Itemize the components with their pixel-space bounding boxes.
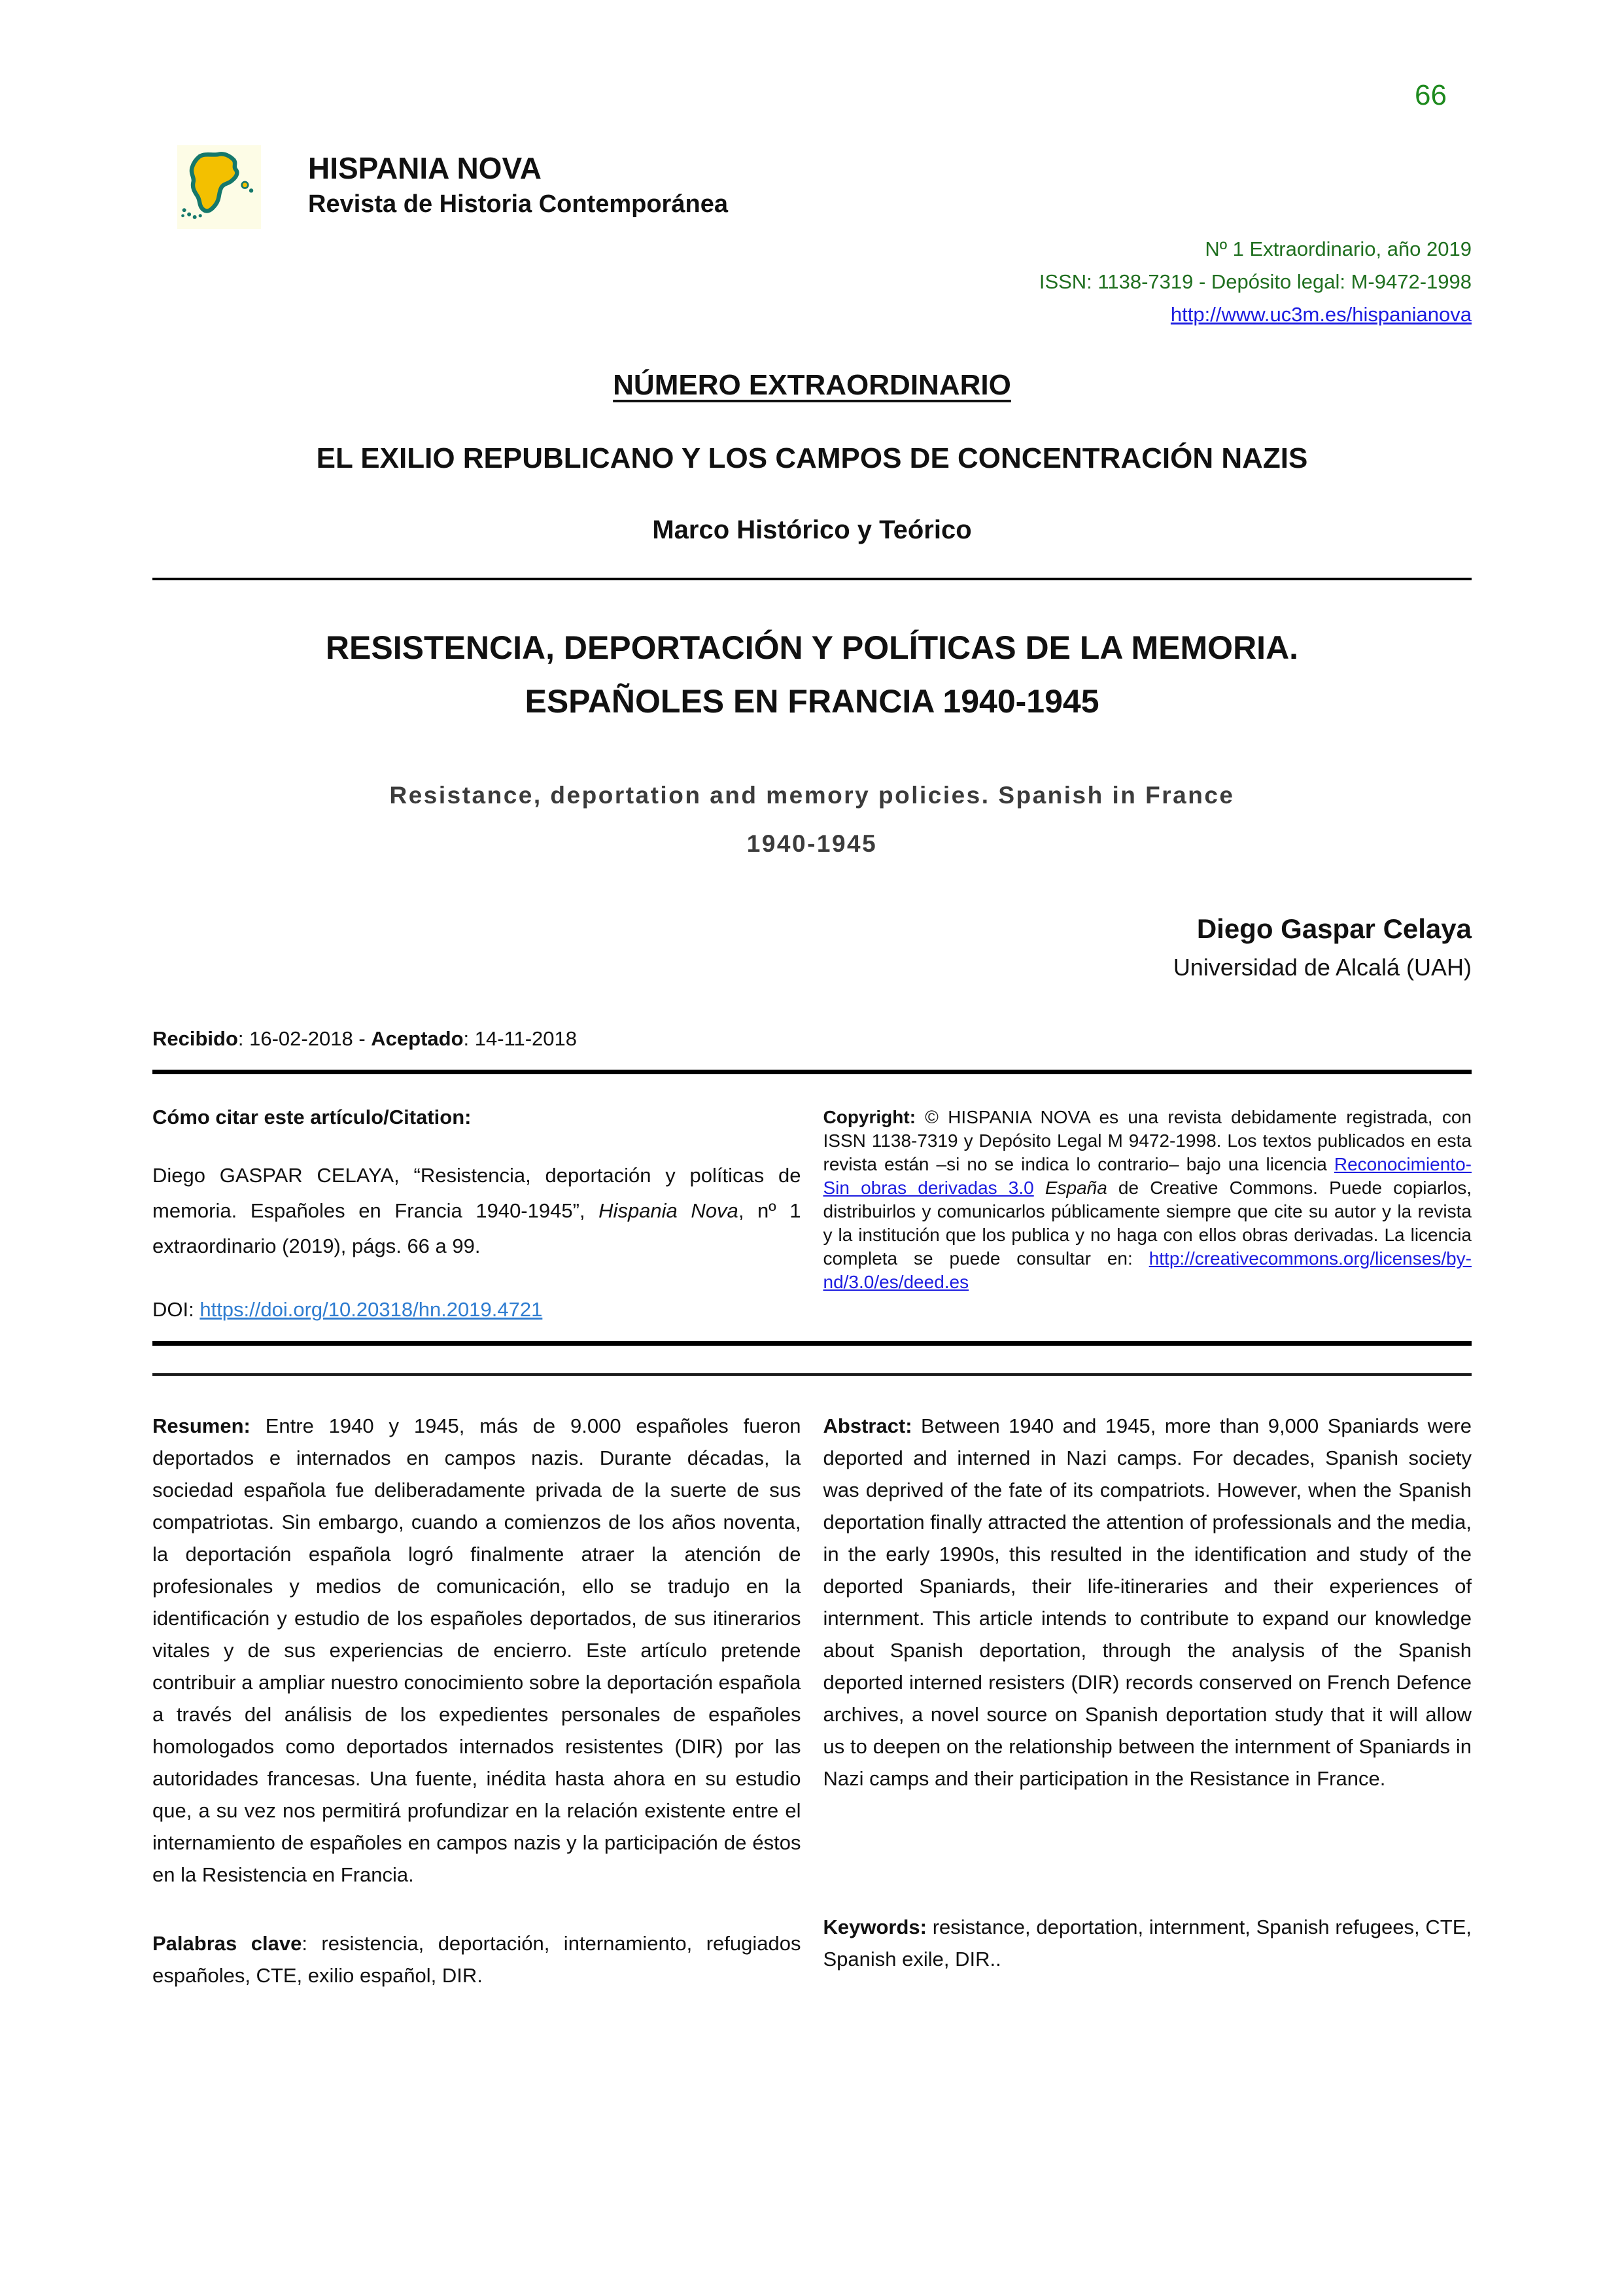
resumen-text: Entre 1940 y 1945, más de 9.000 españoles fueron deportados e internados en campos nazis. Durante décadas, la sociedad española fue deliberadamente privada de la suerte de sus compatriotas. Sin embargo, cuando a comienzos de los años noventa, la deportación española logró finalmente atraer la atención de profesionales y medios de comunicación, ello se tradujo en la identificación y estudio de los españoles deportados, de sus itinerarios vitales y de sus experiencias de encierro. Este artículo pretende contribuir a ampliar nuestro conocimiento sobre la deportación española a través del análisis de los expedientes personales de españoles homologados como deportados internados resistentes (DIR) por las autoridades francesas. Una fuente, inédita hasta ahora en su estudio que, a su vez nos permitirá profundizar en la relación existente entre el internamiento de españoles en campos nazis y la participación de éstos en la Resistencia en Francia. <box>152 1414 801 1886</box>
divider-citation-top <box>152 1070 1472 1074</box>
keywords-list: resistance, deportation, internment, Spanish refugees, CTE, Spanish exile, DIR.. <box>823 1916 1472 1971</box>
copyright-part1: © HISPANIA NOVA es una revista debidamente registrada, con ISSN 1138-7319 y Depósito Legal M 9472-1998. Los textos publicados en esta revista están –si no se indica lo contrario– bajo una licencia <box>823 1107 1472 1174</box>
issue-tagline: Marco Histórico y Teórico <box>652 516 972 544</box>
received-label: Recibido <box>152 1027 238 1050</box>
article-title-english <box>152 771 1472 868</box>
journal-url-line <box>152 298 1472 331</box>
author-name: Diego Gaspar Celaya <box>1196 913 1472 944</box>
article-title-en-line1: Resistance, deportation and memory policies. Spanish in France <box>389 782 1235 809</box>
journal-url-link[interactable]: http://www.uc3m.es/hispanianova <box>1170 303 1472 326</box>
copyright-text <box>823 1106 1472 1294</box>
issue-subheading: EL EXILIO REPUBLICANO Y LOS CAMPOS DE CONCENTRACIÓN NAZIS <box>316 442 1308 474</box>
journal-name-block <box>308 145 728 221</box>
keywords <box>823 1911 1472 1975</box>
divider-top <box>152 578 1472 580</box>
issn-line: ISSN: 1138-7319 - Depósito legal: M-9472-1998 <box>1039 270 1472 293</box>
license-link[interactable]: Reconocimiento-Sin obras derivadas 3.0 <box>823 1154 1472 1198</box>
resumen-label: Resumen: <box>152 1414 251 1437</box>
resumen-column <box>152 1410 801 1991</box>
keywords-label: Keywords: <box>823 1916 927 1938</box>
abstract-label: Abstract: <box>823 1414 912 1437</box>
issue-heading: NÚMERO EXTRAORDINARIO <box>613 369 1011 401</box>
palabras-clave-label: Palabras clave <box>152 1932 302 1955</box>
article-title-en-line2: 1940-1945 <box>746 830 878 857</box>
received-value: : 16-02-2018 - <box>237 1027 371 1050</box>
citation-text <box>152 1158 801 1264</box>
article-title-line1: RESISTENCIA, DEPORTACIÓN Y POLÍTICAS DE LA MEMORIA. <box>325 629 1299 666</box>
doi-label: DOI: <box>152 1298 200 1321</box>
citation-heading: Cómo citar este artículo/Citation: <box>152 1106 472 1129</box>
abstract-column <box>823 1410 1472 1991</box>
divider-copyright-bottom <box>152 1341 1472 1346</box>
license-url-link[interactable]: http://creativecommons.org/licenses/by-nd/3.0/es/deed.es <box>823 1248 1472 1292</box>
citation-journal-italic: Hispania Nova <box>598 1199 738 1222</box>
article-title <box>152 621 1472 728</box>
journal-title: HISPANIA NOVA <box>308 151 542 185</box>
article-title-line2: ESPAÑOLES EN FRANCIA 1940-1945 <box>525 683 1099 720</box>
palabras-clave-list: : resistencia, deportación, internamiento, refugiados españoles, CTE, exilio español, DIR. <box>152 1932 801 1987</box>
copyright-label: Copyright: <box>823 1107 916 1127</box>
copyright-espana-italic: España <box>1045 1178 1107 1198</box>
resumen-paragraph <box>152 1410 801 1891</box>
citation-text-part2: , nº 1 extraordinario (2019), págs. 66 a 99. <box>152 1199 801 1257</box>
journal-brand <box>152 145 1472 229</box>
page-number: 66 <box>1415 79 1447 111</box>
spain-map-icon <box>177 145 261 229</box>
issue-headings <box>152 369 1472 545</box>
doi-link[interactable]: https://doi.org/10.20318/hn.2019.4721 <box>199 1298 543 1321</box>
author-block <box>152 909 1472 986</box>
accepted-value: : 14-11-2018 <box>463 1027 578 1050</box>
received-accepted-line <box>152 1025 1472 1053</box>
copyright-part3: de Creative Commons. Puede copiarlos, distribuirlos y comunicarlos públicamente siempre que cite su autor y la revista y la institución que los publica y no haga con ellos obras derivadas. La licencia completa se puede consultar en: <box>823 1178 1472 1269</box>
abstract-columns <box>152 1410 1472 1991</box>
copyright-column <box>823 1106 1472 1324</box>
copyright-part2 <box>1034 1178 1045 1198</box>
citation-column <box>152 1106 801 1324</box>
citation-text-part1: Diego GASPAR CELAYA, “Resistencia, deportación y políticas de memoria. Españoles en Francia 1940-1945”, <box>152 1164 801 1222</box>
author-affiliation: Universidad de Alcalá (UAH) <box>1173 954 1472 981</box>
abstract-text: Between 1940 and 1945, more than 9,000 Spaniards were deported and interned in Nazi camps. For decades, Spanish society was deprived of the fate of its compatriots. However, when the Spanish deportation finally attracted the attention of professionals and the media, in the early 1990s, this resulted in the identification and study of the deported Spaniards, their life-itineraries and their experiences of internment. This article intends to contribute to expand our knowledge about Spanish deportation, through the analysis of the Spanish deported interned resisters (DIR) records conserved on French Defence archives, a novel source on Spanish deportation study that it will allow us to deepen on the relationship between the internment of Spaniards in Nazi camps and their participation in the Resistance in France. <box>823 1414 1472 1790</box>
doi-line <box>152 1295 801 1324</box>
palabras-clave <box>152 1927 801 1991</box>
issue-number-line: Nº 1 Extraordinario, año 2019 <box>1205 237 1472 260</box>
abstract-paragraph <box>823 1410 1472 1795</box>
journal-subtitle: Revista de Historia Contemporánea <box>308 190 728 218</box>
divider-abstract-top <box>152 1373 1472 1376</box>
accepted-label: Aceptado <box>371 1027 464 1050</box>
citation-copyright-columns <box>152 1106 1472 1324</box>
